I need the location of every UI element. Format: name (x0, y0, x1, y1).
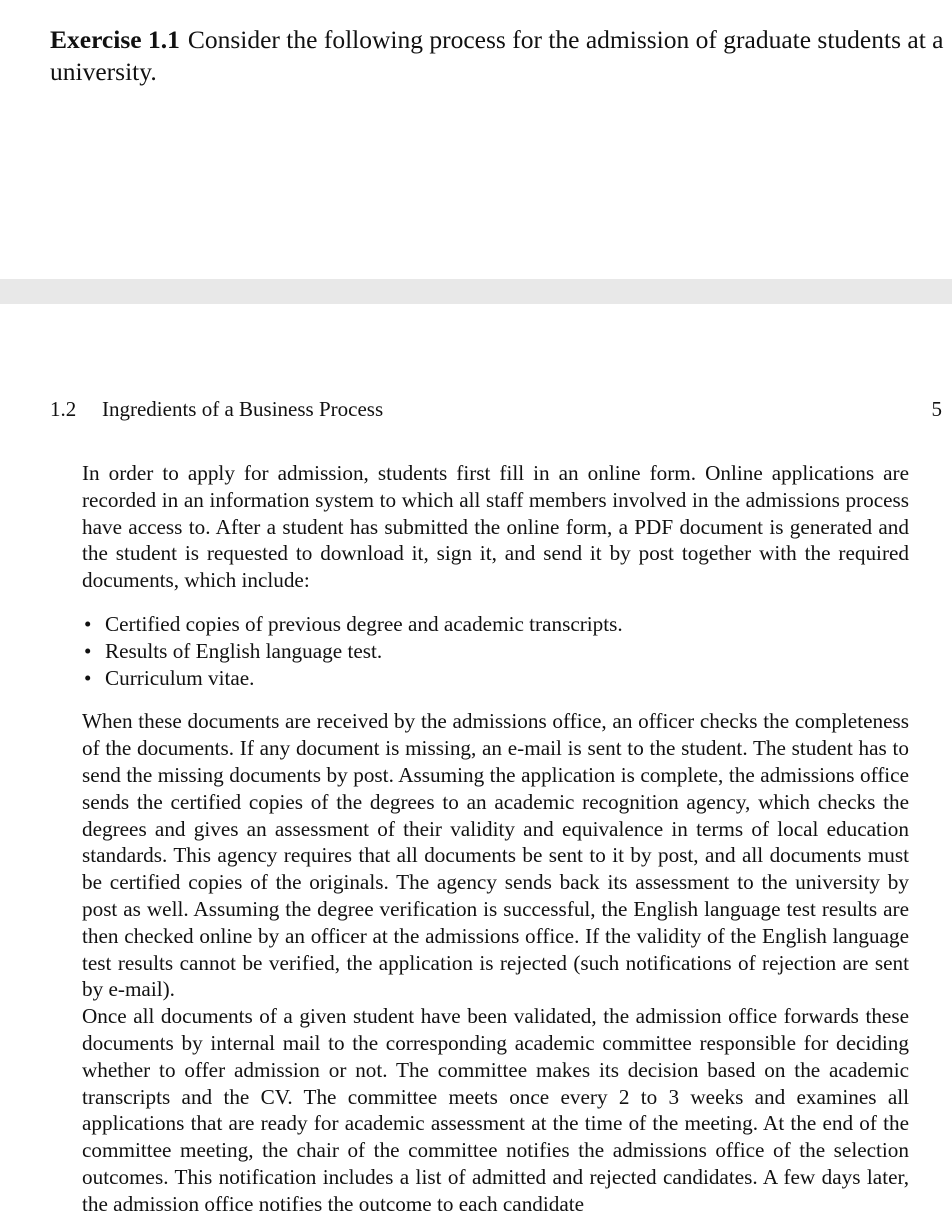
required-documents-list (82, 611, 909, 691)
bullet-icon: • (84, 638, 92, 663)
exercise-text: Consider the following process for the admission of graduate students at a university. (50, 25, 944, 86)
exercise-label: Exercise 1.1 (50, 25, 180, 54)
paragraph-application: In order to apply for admission, students first fill in an online form. Online applications are recorded in an information system to which all staff members involved in the admissions process have access to. After a student has submitted the online form, a PDF document is generated and the student is requested to download it, sign it, and send it by post together with the required documents, which include: (82, 461, 909, 593)
list-item-text: Certified copies of previous degree and academic transcripts. (105, 611, 623, 636)
list-item (82, 665, 909, 692)
section-title: Ingredients of a Business Process (102, 397, 384, 421)
list-item-text: Curriculum vitae. (105, 665, 255, 690)
bullet-icon: • (84, 611, 92, 636)
bullet-icon: • (84, 665, 92, 690)
list-item (82, 611, 909, 638)
page-separator (0, 279, 952, 304)
paragraph-committee: Once all documents of a given student have been validated, the admission office forwards these documents by internal mail to the corresponding academic committee responsible for deciding whether to offer admission or not. The committee makes its decision based on the academic transcripts and the CV. The committee meets once every 2 to 3 weeks and examines all applications that are ready for academic assessment at the time of the meeting. At the end of the committee meeting, the chair of the committee notifies the admissions office of the selection outcomes. This notification includes a list of admitted and rejected candidates. A few days later, the admission office notifies the outcome to each candidate (82, 1004, 909, 1216)
list-item-text: Results of English language test. (105, 638, 383, 663)
list-item (82, 638, 909, 665)
paragraph-document-check: When these documents are received by the admissions office, an officer checks the completeness of the documents. If any document is missing, an e-mail is sent to the student. The student has to send the missing documents by post. Assuming the application is complete, the admissions office sends the certified copies of the degrees to an academic recognition agency, which checks the degrees and gives an assessment of their validity and equivalence in terms of local education standards. This agency requires that all documents be sent to it by post, and all documents must be certified copies of the originals. The agency sends back its assessment to the university by post as well. Assuming the degree verification is successful, the English language test results are then checked online by an officer at the admissions office. If the validity of the English language test results cannot be verified, the application is rejected (such notifications of rejection are sent by e-mail). (82, 709, 909, 1002)
previous-page-fragment (0, 0, 952, 279)
page-number: 5 (931, 397, 942, 421)
section-number: 1.2 (50, 397, 77, 421)
running-head (50, 394, 942, 424)
exercise-statement (50, 24, 945, 88)
exercise-body (82, 460, 909, 1218)
